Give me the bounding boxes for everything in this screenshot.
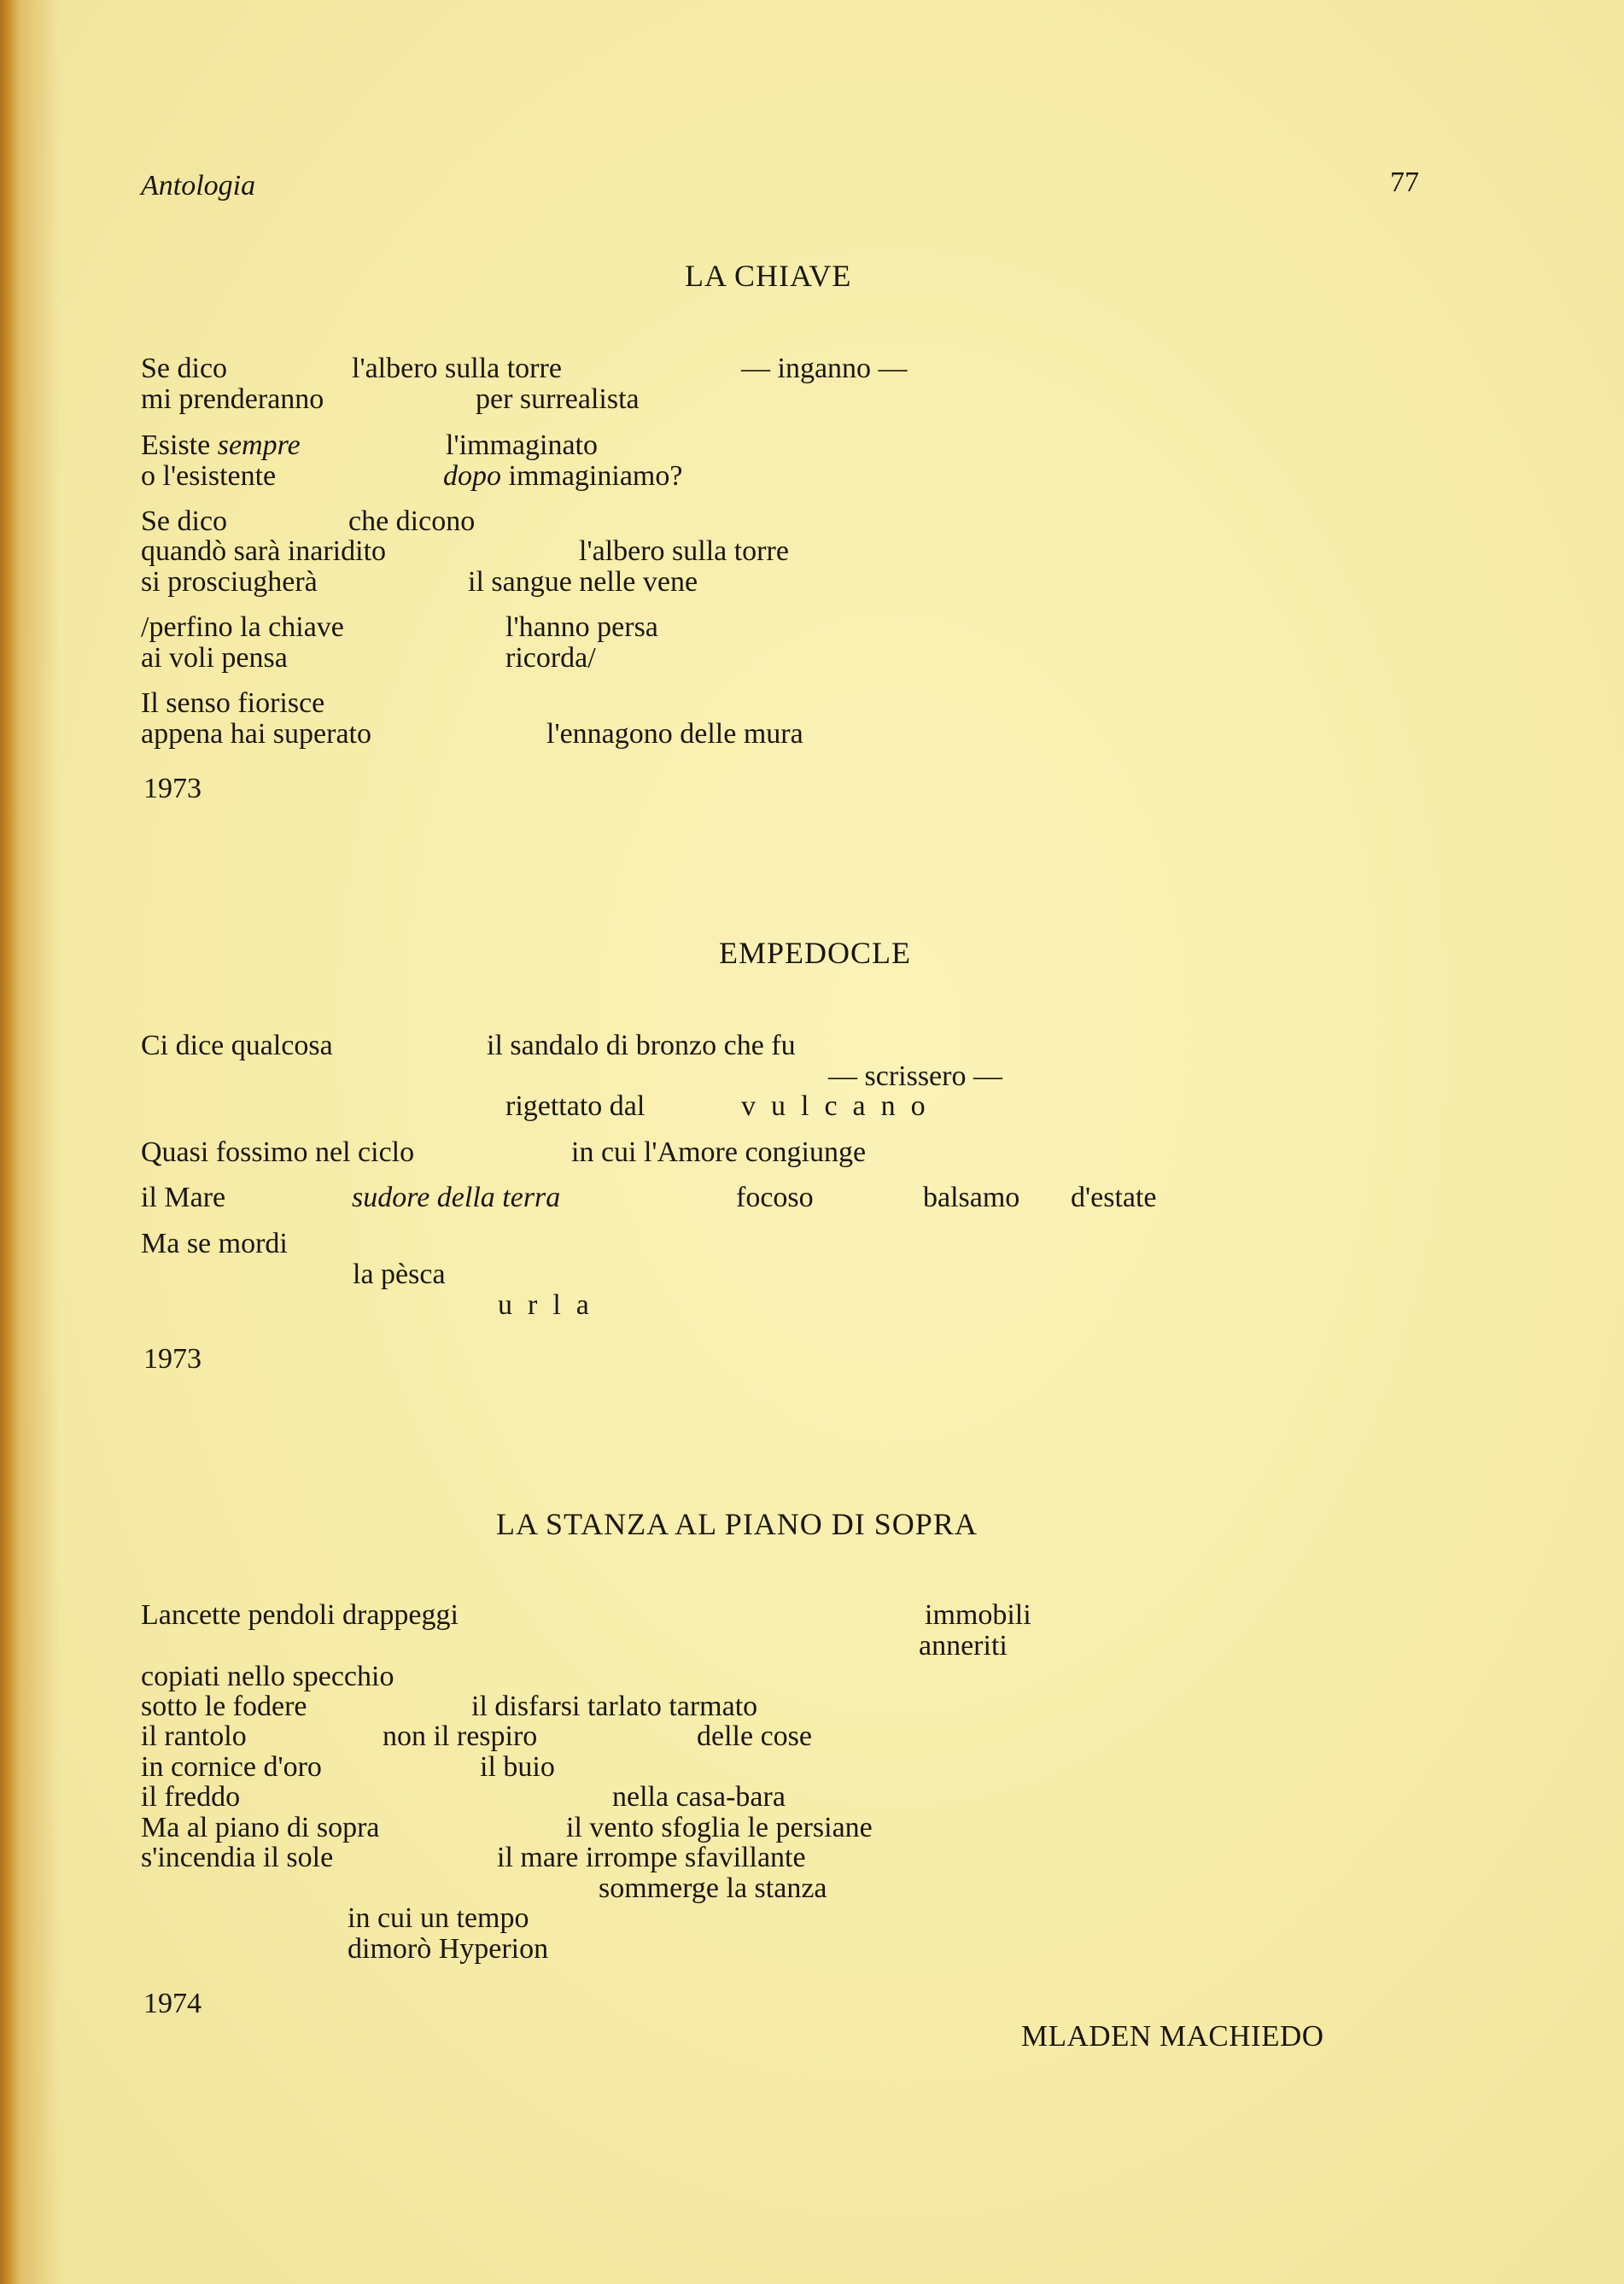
poem-line: — inganno — [741, 353, 908, 384]
poem-line: l'immaginato [446, 429, 598, 461]
poem-line: il mare irrompe sfavillante [497, 1842, 806, 1873]
poem-line: focoso [736, 1182, 814, 1213]
poem-line: nella casa-bara [612, 1781, 786, 1813]
poem-line: in cui un tempo [348, 1902, 529, 1934]
poem-line-italic: sudore della terra [352, 1182, 561, 1213]
poem-year: 1973 [143, 1343, 202, 1375]
poem-line: immobili [925, 1599, 1031, 1631]
poem-line: ai voli pensa [141, 642, 288, 674]
poem-line: ricorda/ [505, 642, 596, 674]
poem-title-empedocle: EMPEDOCLE [719, 936, 911, 970]
poem-line: Se dico [141, 505, 228, 537]
poem-line: il vento sfoglia le persiane [566, 1812, 873, 1843]
poem-line: si prosciugherà [141, 566, 318, 598]
poem-line: l'hanno persa [505, 611, 658, 643]
author-signature: MLADEN MACHIEDO [1021, 2019, 1324, 2053]
poem-line: il Mare [141, 1182, 226, 1213]
poem-line: il freddo [141, 1781, 241, 1813]
poem-line: sotto le fodere [141, 1691, 307, 1722]
poem-line-spaced: vulcano [741, 1090, 941, 1122]
poem-title-la-stanza: LA STANZA AL PIANO DI SOPRA [496, 1507, 978, 1541]
poem-line: d'estate [1071, 1182, 1157, 1213]
poem-line: Ma se mordi [141, 1228, 288, 1259]
poem-line: Lancette pendoli drappeggi [141, 1599, 459, 1631]
poem-line: per surrealista [476, 383, 640, 415]
poem-line: il buio [480, 1751, 555, 1783]
poem-line: balsamo [923, 1182, 1020, 1213]
poem-line: — scrissero — [828, 1060, 1002, 1092]
poem-line: l'ennagono delle mura [546, 718, 803, 750]
poem-line: dopo immaginiamo? [443, 460, 683, 492]
poem-line: Esiste sempre [141, 429, 301, 461]
poem-line: non il respiro [383, 1720, 538, 1752]
poem-line: o l'esistente [141, 460, 277, 492]
poem-line: delle cose [697, 1720, 812, 1752]
poem-line: la pèsca [353, 1259, 446, 1290]
running-head: Antologia [141, 170, 256, 202]
poem-line: che dicono [348, 505, 476, 537]
poem-line: il sangue nelle vene [468, 566, 698, 598]
poem-line: Ma al piano di sopra [141, 1812, 380, 1843]
poem-line: Ci dice qualcosa [141, 1030, 333, 1061]
poem-line: s'incendia il sole [141, 1842, 334, 1873]
poem-line-spaced: urla [498, 1289, 605, 1321]
poem-line: in cornice d'oro [141, 1751, 322, 1783]
poem-line: /perfino la chiave [141, 611, 344, 643]
poem-line: l'albero sulla torre [579, 535, 789, 567]
poem-line: mi prenderanno [141, 383, 324, 415]
poem-line: sommerge la stanza [599, 1872, 827, 1904]
poem-line: rigettato dal [505, 1090, 646, 1122]
poem-line: Se dico [141, 353, 228, 384]
poem-title-la-chiave: LA CHIAVE [685, 259, 852, 293]
poem-line: il rantolo [141, 1720, 247, 1752]
poem-line: quandò sarà inaridito [141, 535, 387, 567]
poem-line: il sandalo di bronzo che fu [487, 1030, 796, 1061]
poem-line: l'albero sulla torre [352, 353, 562, 384]
poem-year: 1973 [143, 773, 202, 804]
poem-year: 1974 [143, 1988, 202, 2019]
poem-line: il disfarsi tarlato tarmato [471, 1691, 758, 1722]
poem-line: in cui l'Amore congiunge [571, 1136, 867, 1168]
poem-line: appena hai superato [141, 718, 371, 750]
poem-line: copiati nello specchio [141, 1661, 394, 1692]
page-number: 77 [1390, 166, 1419, 198]
poem-line: Quasi fossimo nel ciclo [141, 1136, 415, 1168]
poem-line: dimorò Hyperion [348, 1933, 549, 1965]
poem-line: Il senso fiorisce [141, 687, 325, 719]
poem-line: anneriti [919, 1630, 1008, 1662]
